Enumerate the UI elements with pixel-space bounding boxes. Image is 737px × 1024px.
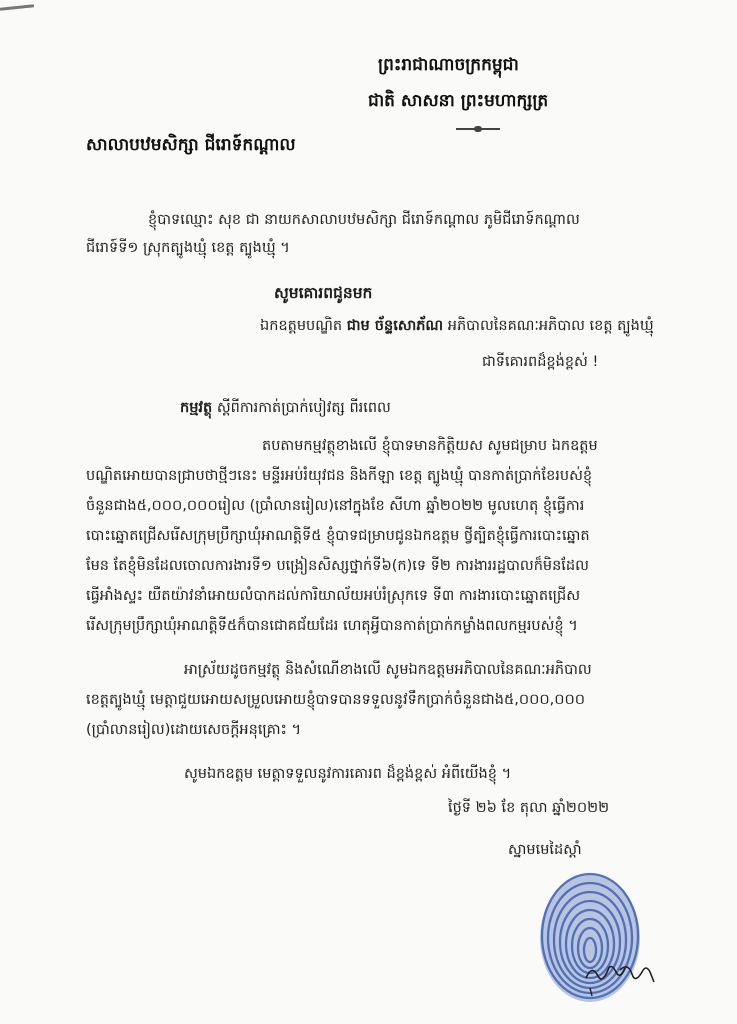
handwritten-signature xyxy=(580,948,680,998)
closing-line: សូមឯកឧត្តម មេត្តាទទួលនូវការគោរព ដ៏ខ្ពង់ខ្ពស់ អំពីយើងខ្ញុំ ។ xyxy=(184,766,512,782)
addressee-prefix: ឯកឧត្តមបណ្ឌិត xyxy=(260,318,347,334)
body-2-line-2: ខេត្តត្បូងឃ្មុំ មេត្តាជួយអោយសម្រួលអោយខ្ញុំបាទបានទទួលនូវទឹកប្រាក់ចំនួនជាង៥,០០០,០០០ xyxy=(86,692,586,708)
addressee-line xyxy=(260,318,654,335)
scan-mark xyxy=(0,4,34,11)
signature-label: ស្នាមមេដៃស្ដាំ xyxy=(508,842,582,858)
body-1-line-3: ចំនួនជាង៥,០០០,០០០រៀល (ប្រាំលានរៀល)នៅក្នុងខែ សីហា ឆ្នាំ២០២២ មូលហេតុ ខ្ញុំធ្វើការ xyxy=(86,498,585,514)
body-2-line-1: អាស្រ័យដូចកម្មវត្ថុ និងសំណើខាងលើ សូមឯកឧត្តមអភិបាលនៃគណៈអភិបាល xyxy=(184,662,592,678)
subject-line xyxy=(180,400,391,417)
body-1-line-6: ធ្វើអាំងស្ទះ យឺតយ៉ាវនាំអោយលំបាកដល់ការិយាល័យអប់រំស្រុកទេ ទី៣ ការងារបោះឆ្នោតជ្រើស xyxy=(86,588,580,604)
intro-line-2: ជីរោទ៍ទី១ ស្រុកត្បូងឃ្មុំ ខេត្ត ត្បូងឃ្មុំ ។ xyxy=(86,240,290,256)
body-1-line-5: មែន តែខ្ញុំមិនដែលចោលការងារទី១ បង្រៀនសិស្សថ្នាក់ទី៦(ក)ទេ ទី២ ការងាររដ្ឋបាលក៏មិនដែល xyxy=(86,558,589,574)
body-1-line-7: រើសក្រុមប្រឹក្សាឃុំអាណត្តិទី៥ក៏បានជោគជ័យដែរ ហេតុអ្វីបានកាត់ប្រាក់កម្លាំងពលកម្មរបស់ខ្ញុំ ។ xyxy=(86,618,578,634)
date-line: ថ្ងៃទី ២៦ ខែ តុលា ឆ្នាំ២០២២ xyxy=(448,800,610,816)
body-1-line-1: តបតាមកម្មវត្ថុខាងលើ ខ្ញុំបាទមានកិត្តិយស សូមជម្រាប ឯកឧត្តម xyxy=(262,438,598,454)
addressee-name: ជាម ច័ន្ទសោភ័ណ xyxy=(346,318,444,334)
header-divider xyxy=(456,128,500,130)
body-2-line-3: (ប្រាំលានរៀល)ដោយសេចក្ដីអនុគ្រោះ ។ xyxy=(86,722,302,738)
subject-text: ស្ដីពីការកាត់ប្រាក់បៀវត្ស ពីរពេល xyxy=(212,400,391,416)
respect-heading: សូមគោរពជូនមក xyxy=(274,284,373,302)
subject-label: កម្មវត្ថុ xyxy=(180,400,213,416)
body-1-line-4: បោះឆ្នោតជ្រើសរើសក្រុមប្រឹក្សាឃុំអាណត្តិទី៥ ខ្ញុំបាទជម្រាបជូនឯកឧត្តម ថ្វីត្បិតខ្ញុំធ្វើការបោះឆ្នោត xyxy=(86,528,590,544)
body-1-line-2: បណ្ឌិតអោយបានជ្រាបថាថ្មីៗនេះ មន្ទីរអប់រំយុវជន និងកីឡា ខេត្ត ត្បូងឃ្មុំ បានកាត់ប្រាក់ខែរបស់ខ្ញុំ xyxy=(86,468,593,484)
kingdom-title: ព្រះរាជាណាចក្រកម្ពុជា xyxy=(378,55,519,75)
school-name: សាលាបឋមសិក្សា ជីរោទ៍កណ្ដាល xyxy=(86,135,296,155)
intro-line-1: ខ្ញុំបាទឈ្មោះ សុខ ជា នាយកសាលាបឋមសិក្សា ជីរោទ៍កណ្ដាល ភូមិជីរោទ៍កណ្ដាល xyxy=(148,212,580,228)
addressee-suffix: អភិបាលនៃគណៈអភិបាល ខេត្ត ត្បូងឃ្មុំ xyxy=(443,318,654,334)
addressee-honorific: ជាទីគោរពដ៏ខ្ពង់ខ្ពស់ ! xyxy=(482,354,599,370)
national-motto: ជាតិ សាសនា ព្រះមហាក្សត្រ xyxy=(368,91,549,111)
